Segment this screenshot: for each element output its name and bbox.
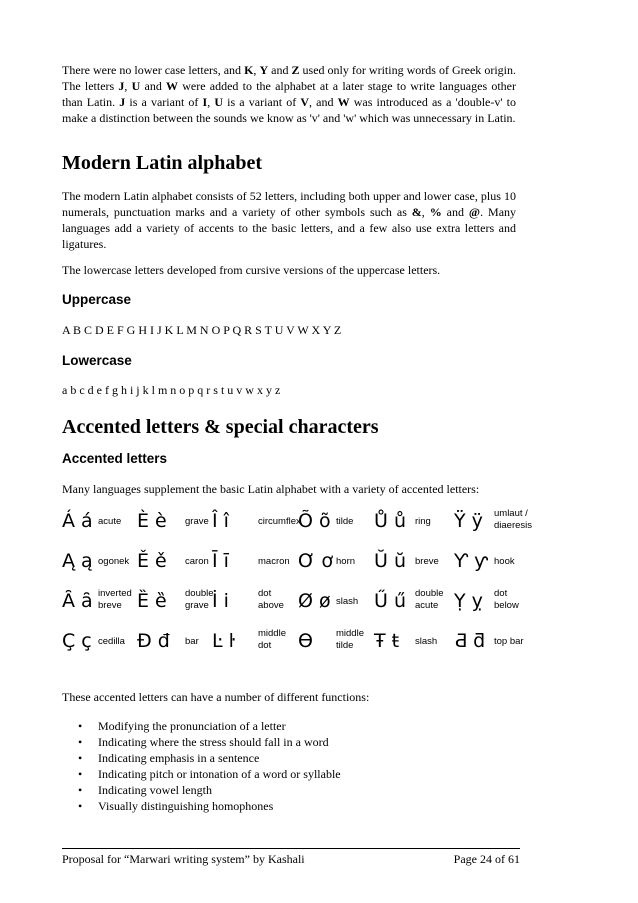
modern-text: The modern Latin alphabet consists of 52 letters, including both upper and lower case, plus 10 numerals, punctuation marks and a variety of other symbols such as: [62, 189, 516, 219]
accent-label: umlaut / diaeresis: [494, 508, 533, 531]
accent-glyph: Đ đ: [137, 630, 170, 652]
intro-text: is a variant of: [125, 95, 203, 109]
intro-bold-letter: W: [166, 79, 179, 93]
accent-glyph: Ů ů: [374, 510, 406, 532]
accent-glyph: Ƌ ƌ: [454, 630, 486, 652]
accent-label: dot above: [258, 588, 284, 611]
accent-glyph: Ī ī: [212, 550, 229, 572]
functions-list: [62, 718, 522, 814]
intro-text: ,: [207, 95, 215, 109]
accent-entry: [374, 548, 454, 588]
intro-text: , and: [309, 95, 338, 109]
accent-glyph: È è: [137, 510, 167, 532]
accent-entry: [212, 548, 292, 588]
intro-bold-letter: I: [202, 95, 208, 109]
accent-glyph: Î î: [212, 510, 229, 532]
accent-glyph: Ÿ ÿ: [454, 510, 483, 532]
intro-bold-letter: V: [300, 95, 309, 109]
accent-glyph: Á á: [62, 510, 93, 532]
accent-label: acute: [98, 516, 122, 527]
accent-glyph: Õ õ: [298, 510, 331, 532]
intro-bold-letter: U: [214, 95, 224, 109]
accent-entry: [298, 588, 378, 628]
intro-text: used only for writing words of Greek origin. The letters: [62, 63, 516, 93]
list-item-text: Indicating emphasis in a sentence: [98, 751, 260, 765]
accent-label: macron: [258, 556, 290, 567]
accent-label: double grave: [185, 588, 214, 611]
accent-glyph: Ỵ ỵ: [454, 590, 483, 612]
accented-letters-intro: Many languages supplement the basic Latin alphabet with a variety of accented letters:: [62, 482, 480, 496]
accent-entry: [137, 548, 217, 588]
accent-entry: [62, 508, 142, 548]
intro-bold-letter: K: [244, 63, 254, 77]
accent-glyph: Ɵ: [298, 630, 313, 652]
accent-entry: [137, 628, 217, 668]
accent-label: slash: [415, 636, 438, 647]
modern-text: and: [441, 205, 469, 219]
accent-entry: [212, 628, 292, 668]
intro-bold-letter: W: [337, 95, 350, 109]
list-item: [62, 766, 522, 782]
accent-entry: [374, 508, 454, 548]
intro-text: There were no lower case letters, and: [62, 63, 245, 77]
accent-label: hook: [494, 556, 515, 567]
modern-latin-heading: Modern Latin alphabet: [62, 152, 263, 174]
modern-latin-paragraph: [62, 188, 516, 252]
accent-glyph: Ŧ ŧ: [374, 630, 400, 652]
accent-label: bar: [185, 636, 199, 647]
footer-title: Proposal for “Marwari writing system” by Kashali: [62, 852, 305, 866]
accent-glyph: Ą ą: [62, 550, 93, 572]
accented-letters-chart: [62, 508, 542, 668]
accent-entry: [454, 548, 534, 588]
lowercase-letters: a b c d e f g h i j k l m n o p q r s t u v w x y z: [62, 383, 281, 397]
bullet-icon: •: [78, 719, 83, 733]
intro-bold-letter: J: [119, 95, 126, 109]
list-item: [62, 718, 522, 734]
accent-entry: [454, 588, 534, 628]
accent-label: top bar: [494, 636, 524, 647]
accent-label: breve: [415, 556, 439, 567]
accent-label: ogonek: [98, 556, 130, 567]
bullet-icon: •: [78, 799, 83, 813]
accent-glyph: Ȅ ȅ: [137, 590, 167, 612]
lowercase-origin-paragraph: The lowercase letters developed from cursive versions of the uppercase letters.: [62, 263, 441, 277]
accent-glyph: Ƴ ƴ: [454, 550, 489, 572]
accent-label: dot below: [494, 588, 519, 611]
accent-entry: [298, 508, 378, 548]
accent-entry: [137, 588, 217, 628]
intro-bold-letter: U: [131, 79, 141, 93]
accent-glyph: İ i: [212, 590, 229, 612]
intro-text: was introduced as a 'double-v' to make a distinction between the sounds we know as 'v' and 'w' which was unnecessary in Latin.: [62, 95, 516, 125]
accent-glyph: Ű ű: [374, 590, 406, 612]
accent-glyph: Ȃ ȃ: [62, 590, 93, 612]
accent-glyph: Ŭ ŭ: [374, 550, 406, 572]
bullet-icon: •: [78, 751, 83, 765]
accent-label: cedilla: [98, 636, 125, 647]
accent-label: inverted breve: [98, 588, 132, 611]
functions-intro: These accented letters can have a number of different functions:: [62, 690, 370, 704]
accent-entry: [454, 508, 534, 548]
accent-label: middle dot: [258, 628, 286, 651]
list-item-text: Indicating pitch or intonation of a word or syllable: [98, 767, 341, 781]
intro-bold-letter: J: [118, 79, 125, 93]
accent-label: circumflex: [258, 516, 301, 527]
ampersand-symbol: &: [411, 205, 422, 219]
accent-entry: [62, 588, 142, 628]
list-item: [62, 782, 522, 798]
accent-entry: [62, 628, 142, 668]
accent-entry: [374, 628, 454, 668]
accented-letters-subheading: Accented letters: [62, 451, 168, 466]
accent-label: middle tilde: [336, 628, 364, 651]
accent-glyph: Ø ø: [298, 590, 331, 612]
accent-label: tilde: [336, 516, 354, 527]
accent-label: ring: [415, 516, 431, 527]
list-item-text: Visually distinguishing homophones: [98, 799, 274, 813]
list-item-text: Indicating where the stress should fall in a word: [98, 735, 329, 749]
accent-entry: [374, 588, 454, 628]
accent-glyph: Ç ç: [62, 630, 92, 652]
list-item: [62, 734, 522, 750]
accent-label: slash: [336, 596, 359, 607]
intro-text: were added to the alphabet at a later stage to write languages other than Latin.: [62, 79, 516, 109]
intro-paragraph: [62, 62, 516, 126]
list-item: [62, 798, 522, 814]
accent-entry: [212, 508, 301, 548]
at-symbol: @: [468, 205, 481, 219]
list-item-text: Indicating vowel length: [98, 783, 212, 797]
accent-entry: [212, 588, 292, 628]
accent-entry: [298, 548, 378, 588]
lowercase-heading: Lowercase: [62, 353, 132, 368]
bullet-icon: •: [78, 783, 83, 797]
uppercase-letters: A B C D E F G H I J K L M N O P Q R S T U V W X Y Z: [62, 323, 342, 337]
footer-divider: [62, 848, 520, 849]
intro-text: is a variant of: [223, 95, 301, 109]
intro-text: and: [268, 63, 292, 77]
accent-label: double acute: [415, 588, 444, 611]
percent-symbol: %: [429, 205, 442, 219]
intro-bold-letter: Z: [291, 63, 300, 77]
accent-glyph: Ŀ ŀ: [212, 630, 236, 652]
list-item: [62, 750, 522, 766]
intro-text: ,: [253, 63, 260, 77]
list-item-text: Modifying the pronunciation of a letter: [98, 719, 286, 733]
accent-entry: [454, 628, 534, 668]
intro-text: ,: [124, 79, 132, 93]
accent-entry: [298, 628, 378, 668]
bullet-icon: •: [78, 767, 83, 781]
modern-text: ,: [421, 205, 430, 219]
accent-label: horn: [336, 556, 356, 567]
accent-label: grave: [185, 516, 209, 527]
intro-text: and: [140, 79, 167, 93]
accent-entry: [62, 548, 142, 588]
bullet-icon: •: [78, 735, 83, 749]
modern-text: . Many languages add a variety of accents to the basic letters, and a few also use extra letters and ligatures.: [62, 205, 517, 251]
uppercase-heading: Uppercase: [62, 292, 132, 307]
accent-entry: [137, 508, 217, 548]
accented-letters-heading: Accented letters & special characters: [62, 416, 379, 438]
page-number: Page 24 of 61: [453, 852, 520, 866]
accent-glyph: Ơ ơ: [298, 550, 334, 572]
accent-glyph: Ě ě: [137, 550, 167, 572]
intro-bold-letter: Y: [259, 63, 269, 77]
accent-label: caron: [185, 556, 209, 567]
